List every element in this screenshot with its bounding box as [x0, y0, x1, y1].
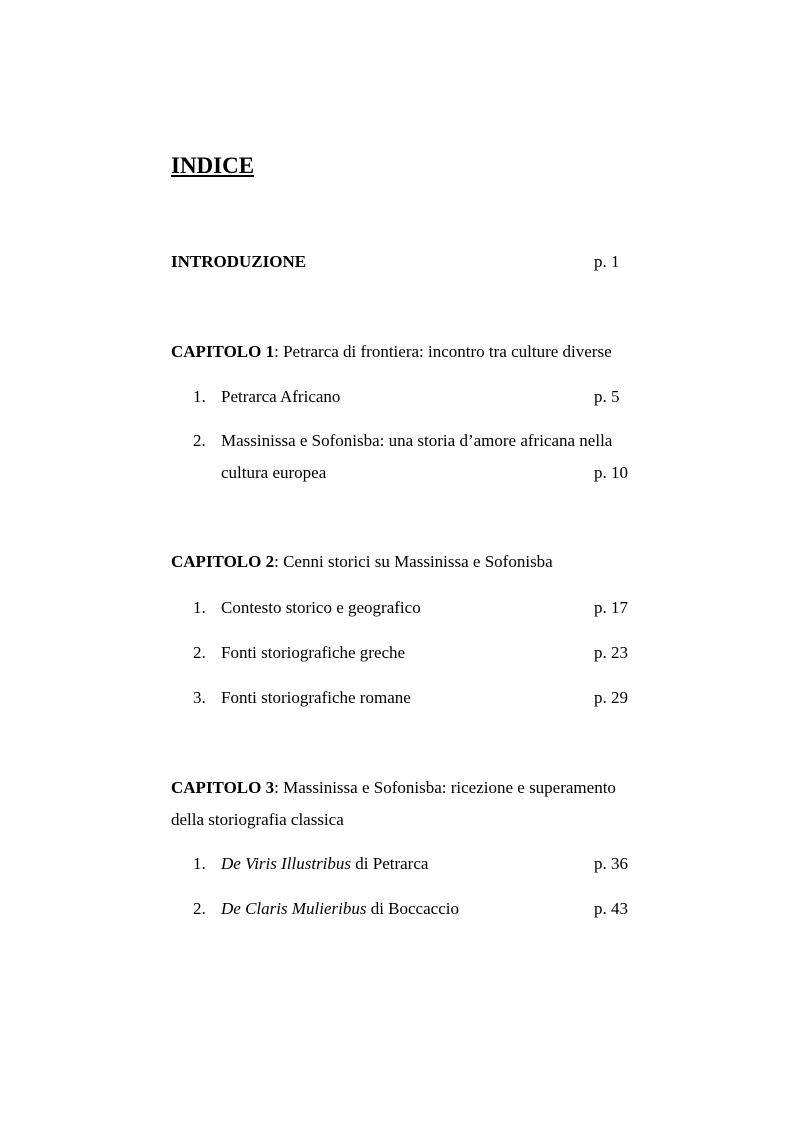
toc-item-number: 3.: [193, 688, 206, 707]
work-title: De Claris Mulieribus: [221, 899, 367, 918]
toc-item-page: p. 10: [594, 463, 628, 482]
toc-item-text-continued: cultura europea: [221, 463, 327, 482]
toc-item-page: p. 29: [594, 688, 628, 707]
toc-item-number: 1.: [193, 387, 206, 406]
chapter-3-title-continued: della storiografia classica: [171, 810, 344, 829]
toc-item-text: Massinissa e Sofonisba: una storia d’amore africana nella: [221, 431, 613, 450]
toc-chapter-1: [171, 342, 612, 362]
chapter-2-label: CAPITOLO 2: [171, 552, 275, 571]
chapter-2-title: : Cenni storici su Massinissa e Sofonisba: [274, 552, 553, 571]
chapter-3-title: : Massinissa e Sofonisba: ricezione e superamento: [274, 778, 616, 797]
toc-item-text: Petrarca Africano: [221, 387, 341, 406]
toc-item-page: p. 5: [594, 387, 620, 406]
toc-intro-label: INTRODUZIONE: [171, 252, 307, 271]
toc-item-number: 2.: [193, 899, 206, 918]
page-title: INDICE: [171, 153, 255, 178]
toc-item-number: 1.: [193, 854, 206, 873]
toc-item-text: [221, 899, 459, 919]
toc-item-page: p. 17: [594, 598, 628, 617]
work-author: di Boccaccio: [366, 899, 459, 918]
work-title: De Viris Illustribus: [221, 854, 352, 873]
toc-item-text: Fonti storiografiche greche: [221, 643, 406, 662]
toc-chapter-3: [171, 778, 616, 798]
toc-item-page: p. 23: [594, 643, 628, 662]
toc-intro-page: p. 1: [594, 252, 620, 271]
toc-item-number: 1.: [193, 598, 206, 617]
toc-item-page: p. 36: [594, 854, 628, 873]
toc-item-page: p. 43: [594, 899, 628, 918]
toc-chapter-2: [171, 552, 553, 572]
toc-item-text: Fonti storiografiche romane: [221, 688, 411, 707]
toc-item-text: Contesto storico e geografico: [221, 598, 421, 617]
toc-item-number: 2.: [193, 431, 206, 450]
toc-item-text: [221, 854, 428, 874]
chapter-1-label: CAPITOLO 1: [171, 342, 275, 361]
chapter-1-title: : Petrarca di frontiera: incontro tra culture diverse: [274, 342, 612, 361]
work-author: di Petrarca: [351, 854, 429, 873]
toc-item-number: 2.: [193, 643, 206, 662]
chapter-3-label: CAPITOLO 3: [171, 778, 275, 797]
